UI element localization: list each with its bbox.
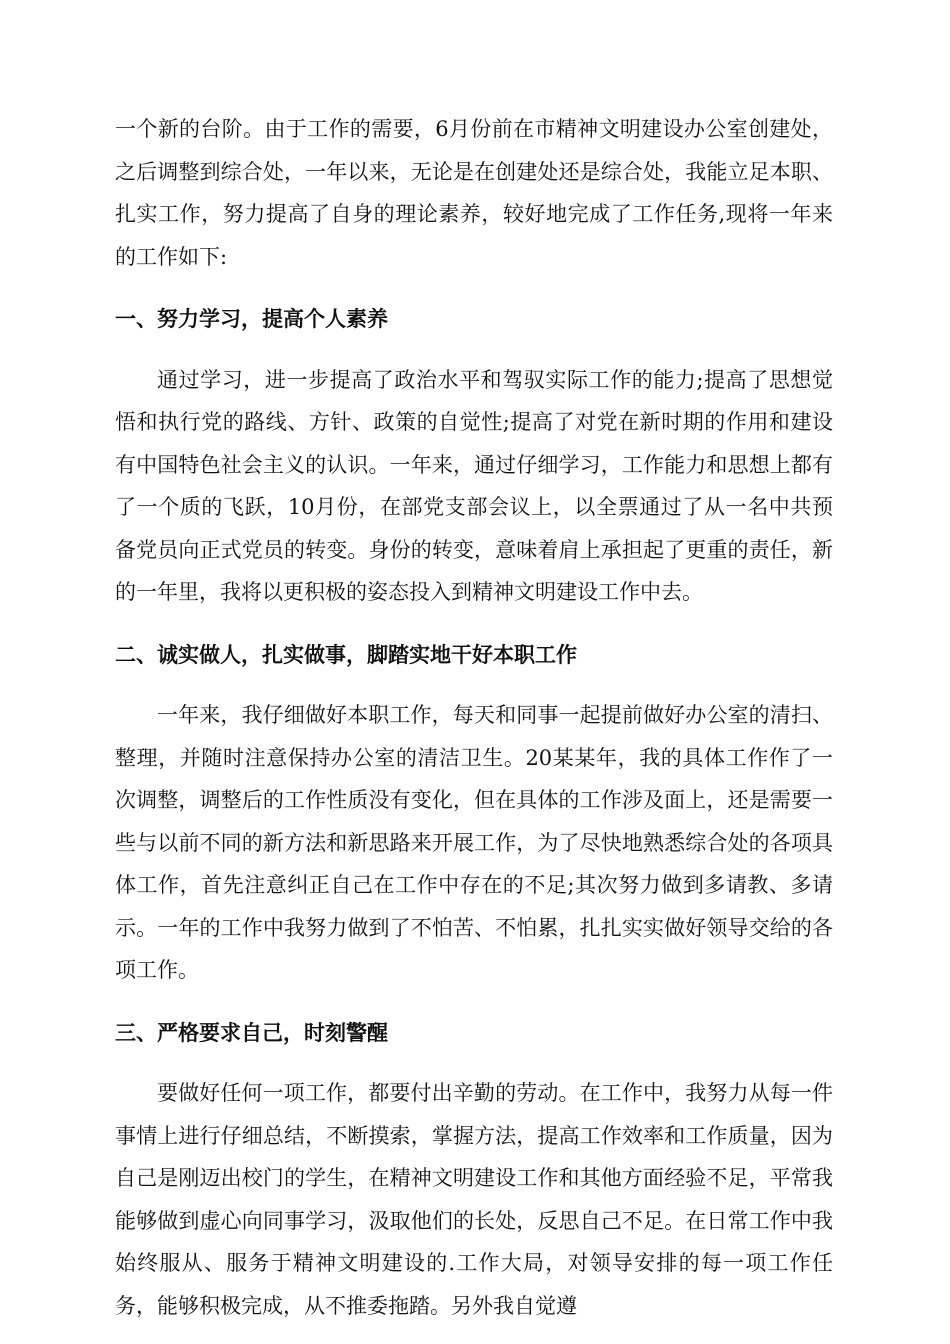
section-3-body: 要做好任何一项工作，都要付出辛勤的劳动。在工作中，我努力从每一件事情上进行仔细总结，不断摸索，掌握方法，提高工作效率和工作质量，因为自己是刚迈出校门的学生，在精神文明建设工作和其他方面经验不足，平常我能够做到虚心向同事学习，汲取他们的长处，反思自己不足。在日常工作中我始终服从、服务于精神文明建设的.工作大局，对领导安排的每一项工作任务，能够积极完成，从不推委拖踏。另外我自觉遵: [115, 1081, 833, 1318]
section-3-heading: 三、严格要求自己，时刻警醒: [115, 1020, 388, 1045]
document-page: [115, 108, 833, 1327]
section-1-body: 通过学习，进一步提高了政治水平和驾驭实际工作的能力;提高了思想觉悟和执行党的路线、方针、政策的自觉性;提高了对党在新时期的作用和建设有中国特色社会主义的认识。一年来，通过仔细学习，工作能力和思想上都有了一个质的飞跃，10月份，在部党支部会议上，以全票通过了从一名中共预备党员向正式党员的转变。身份的转变，意味着肩上承担起了更重的责任，新的一年里，我将以更积极的姿态投入到精神文明建设工作中去。: [115, 367, 833, 604]
section-1-heading: 一、努力学习，提高个人素养: [115, 307, 388, 331]
section-2-body: 一年来，我仔细做好本职工作，每天和同事一起提前做好办公室的清扫、整理，并随时注意保持办公室的清洁卫生。20某某年，我的具体工作作了一次调整，调整后的工作性质没有变化，但在具体的工作涉及面上，还是需要一些与以前不同的新方法和新思路来开展工作，为了尽快地熟悉综合处的各项具体工作，首先注意纠正自己在工作中存在的不足;其次努力做到多请教、多请示。一年的工作中我努力做到了不怕苦、不怕累，扎扎实实做好领导交给的各项工作。: [115, 703, 833, 982]
intro-paragraph: 一个新的台阶。由于工作的需要，6月份前在市精神文明建设办公室创建处，之后调整到综合处，一年以来，无论是在创建处还是综合处，我能立足本职、扎实工作，努力提高了自身的理论素养，较好地完成了工作任务,现将一年来的工作如下:: [115, 117, 833, 269]
section-2-heading: 二、诚实做人，扎实做事，脚踏实地干好本职工作: [115, 642, 577, 667]
